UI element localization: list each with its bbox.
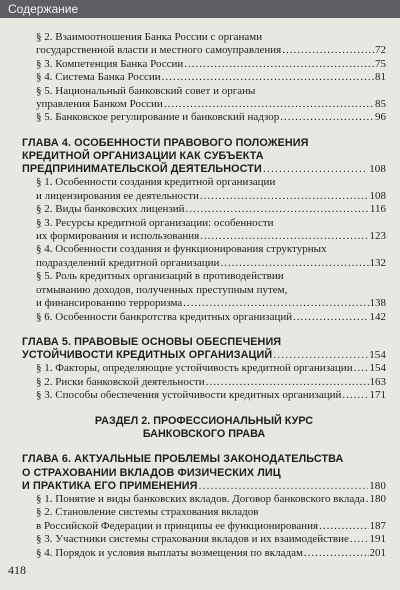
toc-entry-wrapper: [22, 85, 386, 112]
page-ref: 85: [375, 98, 386, 111]
entry-title-line: § 5. Национальный банковский совет и органы: [36, 84, 256, 97]
page-ref: 154: [369, 362, 386, 375]
toc-entry: [36, 71, 386, 84]
toc-entry-wrapper: [22, 217, 386, 244]
chapter-title-line: ПРЕДПРИНИМАТЕЛЬСКОЙ ДЕЯТЕЛЬНОСТИ: [22, 163, 262, 176]
entry-title-line: и финансированию терроризма: [36, 297, 183, 310]
toc-entry: [36, 176, 386, 203]
toc-entry-wrapper: [22, 270, 386, 310]
running-header: [0, 0, 400, 18]
entry-title-line: государственной власти и местного самоуправления: [36, 44, 282, 57]
entry-title-line: и лицензирования ее деятельности: [36, 189, 199, 202]
toc-entry: [36, 389, 386, 402]
toc-entry: [36, 493, 386, 506]
top-entries-list: [22, 31, 386, 125]
chapter-6-heading: [22, 453, 386, 493]
chapter-5-entries: [22, 362, 386, 402]
entry-title-line: § 4. Система Банка России: [36, 71, 161, 84]
toc-entry: [36, 58, 386, 71]
toc-entry-wrapper: [22, 506, 386, 533]
entry-title-line: подразделений кредитной организации: [36, 256, 220, 269]
toc-entry-wrapper: [22, 362, 386, 375]
page-ref: 180: [369, 492, 386, 505]
leader-dots: [342, 389, 368, 402]
toc-entry-wrapper: [22, 111, 386, 124]
table-of-contents: [22, 31, 386, 560]
chapter-title-line: ГЛАВА 6. АКТУАЛЬНЫЕ ПРОБЛЕМЫ ЗАКОНОДАТЕЛЬСТВА: [22, 453, 344, 466]
page-ref: 142: [369, 310, 386, 323]
entry-title-line: § 3. Ресурсы кредитной организации: особенности: [36, 216, 274, 229]
leader-dots: [200, 190, 369, 203]
chapter-title-line: О СТРАХОВАНИИ ВКЛАДОВ ФИЗИЧЕСКИХ ЛИЦ: [22, 466, 281, 479]
entry-title-line: § 1. Понятие и виды банковских вкладов. Договор банковского вклада: [36, 492, 365, 505]
toc-entry-wrapper: [22, 203, 386, 216]
leader-dots: [186, 203, 369, 216]
chapter-title-line: ГЛАВА 5. ПРАВОВЫЕ ОСНОВЫ ОБЕСПЕЧЕНИЯ: [22, 335, 282, 348]
entry-title-line: § 5. Банковское регулирование и банковский надзор: [36, 111, 280, 124]
leader-dots: [366, 493, 369, 506]
entry-title-line: § 3. Способы обеспечения устойчивости кредитных организаций: [36, 389, 342, 402]
running-header-title: Содержание: [8, 2, 79, 16]
page-ref: 96: [375, 111, 386, 124]
page-ref: 171: [369, 389, 386, 402]
toc-entry: [36, 203, 386, 216]
leader-dots: [206, 376, 369, 389]
toc-entry: [36, 243, 386, 270]
leader-dots: [350, 533, 369, 546]
page-ref: 138: [369, 297, 386, 310]
entry-title-line: § 2. Взаимоотношения Банка России с органами: [36, 31, 263, 43]
chapter-title-line: УСТОЙЧИВОСТИ КРЕДИТНЫХ ОРГАНИЗАЦИЙ: [22, 349, 273, 362]
entry-title-line: § 1. Факторы, определяющие устойчивость кредитной организации: [36, 362, 353, 375]
chapter-title-line: КРЕДИТНОЙ ОРГАНИЗАЦИИ КАК СУБЪЕКТА: [22, 150, 264, 163]
page-ref: 81: [375, 71, 386, 84]
page-ref: 187: [369, 519, 386, 532]
page-ref: 154: [369, 349, 386, 362]
chapter-4-heading: [22, 137, 386, 177]
toc-entry: [36, 547, 386, 560]
toc-entry: [36, 31, 386, 58]
toc-entry-wrapper: [22, 58, 386, 71]
toc-entry: [36, 270, 386, 310]
chapter-title-line: ГЛАВА 4. ОСОБЕННОСТИ ПРАВОВОГО ПОЛОЖЕНИЯ: [22, 136, 309, 149]
section-2-line: БАНКОВСКОГО ПРАВА: [142, 427, 266, 440]
page-ref: 191: [369, 533, 386, 546]
entry-title-line: § 1. Особенности создания кредитной организации: [36, 176, 276, 189]
toc-entry: [36, 217, 386, 244]
leader-dots: [220, 257, 368, 270]
leader-dots: [273, 349, 368, 362]
page-ref: 163: [369, 375, 386, 388]
toc-entry: [22, 336, 386, 362]
entry-title-line: § 5. Роль кредитных организаций в противодействии: [36, 270, 284, 283]
toc-entry: [36, 85, 386, 112]
chapter-4-entries: [22, 176, 386, 323]
entry-title-line: § 3. Компетенция Банка России: [36, 57, 184, 70]
leader-dots: [354, 362, 369, 375]
entry-title-line: § 2. Риски банковской деятельности: [36, 375, 205, 388]
entry-title-line: отмыванию доходов, полученных преступным путем,: [36, 283, 288, 296]
toc-entry: [36, 111, 386, 124]
toc-entry: [36, 376, 386, 389]
leader-dots: [263, 163, 368, 176]
entry-title-line: § 3. Участники системы страхования вкладов и их взаимодействие: [36, 533, 349, 546]
toc-entry-wrapper: [22, 533, 386, 546]
leader-dots: [293, 311, 368, 324]
entry-title-line: § 6. Особенности банкротства кредитных организаций: [36, 310, 293, 323]
toc-entry-wrapper: [22, 493, 386, 506]
section-2-heading: [22, 415, 386, 442]
toc-entry: [36, 506, 386, 533]
section-2-line: РАЗДЕЛ 2. ПРОФЕССИОНАЛЬНЫЙ КУРС: [94, 414, 314, 427]
toc-entry-wrapper: [22, 311, 386, 324]
leader-dots: [184, 58, 374, 71]
toc-entry-wrapper: [22, 243, 386, 270]
entry-title-line: § 4. Особенности создания и функционирования структурных: [36, 243, 327, 256]
leader-dots: [280, 111, 374, 124]
leader-dots: [282, 44, 374, 57]
page-ref: 116: [369, 203, 386, 216]
toc-entry: [22, 453, 386, 493]
page-number: 418: [8, 563, 26, 577]
leader-dots: [319, 520, 368, 533]
leader-dots: [162, 71, 374, 84]
toc-entry: [22, 137, 386, 177]
page-ref: 72: [375, 44, 386, 57]
leader-dots: [198, 480, 368, 493]
page-ref: 201: [369, 546, 386, 559]
toc-entry: [36, 311, 386, 324]
page-ref: 123: [369, 230, 386, 243]
entry-title-line: в Российской Федерации и принципы ее функционирования: [36, 519, 319, 532]
toc-entry: [36, 533, 386, 546]
entry-title-line: управления Банком России: [36, 98, 163, 111]
page-ref: 180: [369, 479, 386, 492]
toc-entry-wrapper: [22, 71, 386, 84]
page-ref: 108: [369, 163, 386, 176]
leader-dots: [200, 230, 368, 243]
chapter-5-heading: [22, 336, 386, 362]
toc-entry-wrapper: [22, 376, 386, 389]
toc-entry: [36, 362, 386, 375]
chapter-title-line: И ПРАКТИКА ЕГО ПРИМЕНЕНИЯ: [22, 479, 198, 492]
chapter-6-entries: [22, 493, 386, 560]
toc-entry-wrapper: [22, 547, 386, 560]
entry-title-line: их формирования и использования: [36, 230, 200, 243]
leader-dots: [164, 98, 374, 111]
entry-title-line: § 4. Порядок и условия выплаты возмещения по вкладам: [36, 546, 303, 559]
page-ref: 108: [369, 189, 386, 202]
page-ref: 132: [369, 256, 386, 269]
leader-dots: [183, 297, 368, 310]
leader-dots: [304, 547, 369, 560]
entry-title-line: § 2. Виды банковских лицензий: [36, 203, 185, 216]
entry-title-line: § 2. Становление системы страхования вкладов: [36, 506, 259, 519]
toc-entry-wrapper: [22, 389, 386, 402]
toc-entry-wrapper: [22, 176, 386, 203]
page-ref: 75: [375, 57, 386, 70]
toc-entry-wrapper: [22, 31, 386, 58]
